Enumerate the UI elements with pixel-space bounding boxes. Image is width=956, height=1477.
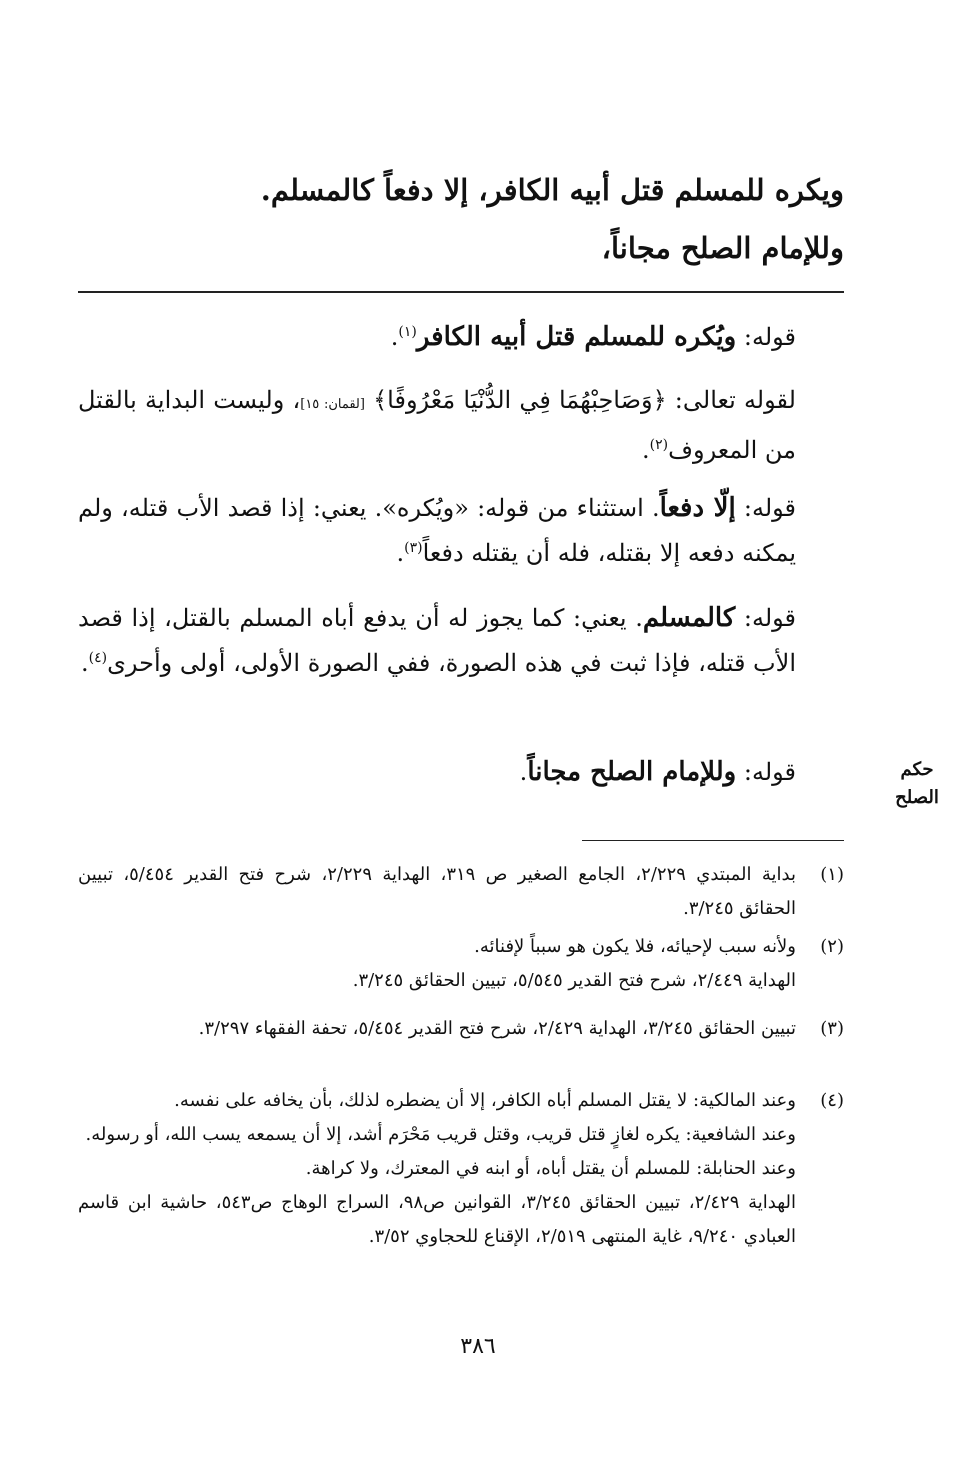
- punctuation: .: [81, 649, 89, 677]
- footnote-text: تبيين الحقائق ٣/٢٤٥، الهداية ٢/٤٢٩، شرح فتح القدير ٥/٤٥٤، تحفة الفقهاء ٣/٢٩٧.: [198, 1018, 796, 1039]
- footnote-maliki: وعند المالكية: لا يقتل المسلم أباه الكافر، إلا أن يضطره لذلك، بأن يخافه على نفسه.: [174, 1090, 796, 1111]
- body-text: . استثناء من قوله: «ويُكره». يعني: إذا قصد الأب قتله، ولم يمكنه دفعه إلا بقتله، فله أن يقتله دفعاً: [78, 494, 796, 567]
- footnote-number: (٣): [820, 1018, 844, 1039]
- punctuation: .: [641, 436, 650, 464]
- body-text: ، وليست البداية بالقتل من المعروف: [78, 386, 796, 464]
- punctuation: .: [519, 758, 528, 786]
- quran-verse: ﴿وَصَاحِبْهُمَا فِي الدُّنْيَا مَعْرُوفًا﴾: [373, 386, 667, 414]
- quran-reference: [لقمان: ١٥]: [300, 397, 365, 412]
- footnote-3: [78, 1012, 844, 1046]
- footnote-number: (٢): [820, 936, 844, 957]
- footnote-divider: [582, 840, 844, 841]
- lead-text: لقوله تعالى:: [666, 386, 796, 414]
- qawluh-lead: قوله:: [736, 758, 796, 786]
- punctuation: .: [390, 323, 399, 351]
- commentary-paragraph-3: [78, 488, 844, 573]
- quoted-text: إلّا دفعاً: [659, 493, 736, 523]
- punctuation: .: [396, 539, 405, 567]
- quoted-text: ويُكره للمسلم قتل أبيه الكافر: [416, 322, 737, 352]
- footnote-ref: (٤): [88, 650, 108, 666]
- commentary-paragraph-2: [78, 380, 844, 470]
- footnote-ref: (١): [398, 324, 417, 340]
- footnote-hanbali: وعند الحنابلة: للمسلم أن يقتل أباه، أو ابنه في المعترك، ولا كراهة.: [305, 1158, 796, 1179]
- footnote-text: بداية المبتدي ٢/٢٢٩، الجامع الصغير ص ٣١٩، الهداية ٢/٢٢٩، شرح فتح القدير ٥/٤٥٤، تبيين الحقائق ٣/٢٤٥.: [78, 864, 796, 919]
- footnote-sources: الهداية ٢/٤٢٩، تبيين الحقائق ٣/٢٤٥، القوانين ص٩٨، السراج الوهاج ص٥٤٣، حاشية ابن قاسم العبادي ٩/٢٤٠، غاية المنتهى ٢/٥١٩، الإقناع للحجاوي ٣/٥٢.: [78, 1192, 796, 1247]
- footnote-number: (١): [820, 864, 844, 885]
- footnote-ref: (٣): [404, 540, 423, 556]
- footnote-sources: الهداية ٢/٤٤٩، شرح فتح القدير ٥/٥٤٥، تبيين الحقائق ٣/٢٤٥.: [352, 970, 796, 991]
- quoted-text: كالمسلم: [642, 603, 736, 633]
- footnote-shafii: وعند الشافعية: يكره لغازٍ قتل قريب، وقتل قريب مَحْرَم أشد، إلا أن يسمعه يسب الله، أو رسوله.: [85, 1124, 796, 1145]
- footnote-number: (٤): [820, 1090, 844, 1111]
- matn-line-1: ويكره للمسلم قتل أبيه الكافر، إلا دفعاً كالمسلم.: [260, 173, 844, 207]
- qawluh-lead: قوله:: [736, 323, 796, 351]
- footnote-text: ولأنه سبب لإحيائه، فلا يكون هو سبباً لإفنائه.: [474, 936, 796, 957]
- body-text: . يعني: كما يجوز له أن يدفع أباه المسلم بالقتل، إذا قصد الأب قتله، فإذا ثبت في هذه الصورة، ففي الصورة الأولى، أولى وأحرى: [78, 604, 796, 677]
- commentary-paragraph-5: [78, 752, 844, 792]
- matn-line-2: وللإمام الصلح مجاناً،: [601, 231, 844, 265]
- margin-heading: [884, 756, 950, 812]
- quoted-text: وللإمام الصلح مجاناً: [527, 757, 737, 787]
- footnote-1: [78, 858, 844, 926]
- footnote-4: [78, 1084, 844, 1254]
- matn-divider: [78, 291, 844, 293]
- footnote-2: [78, 930, 844, 998]
- commentary-paragraph-1: [78, 312, 844, 357]
- margin-heading-line-1: حكم: [900, 759, 934, 780]
- page-number: ٣٨٦: [460, 1334, 496, 1359]
- margin-heading-line-2: الصلح: [895, 787, 939, 808]
- footnote-ref: (٢): [649, 437, 669, 453]
- commentary-paragraph-4: [78, 598, 844, 683]
- qawluh-lead: قوله:: [735, 604, 797, 632]
- qawluh-lead: قوله:: [735, 494, 797, 522]
